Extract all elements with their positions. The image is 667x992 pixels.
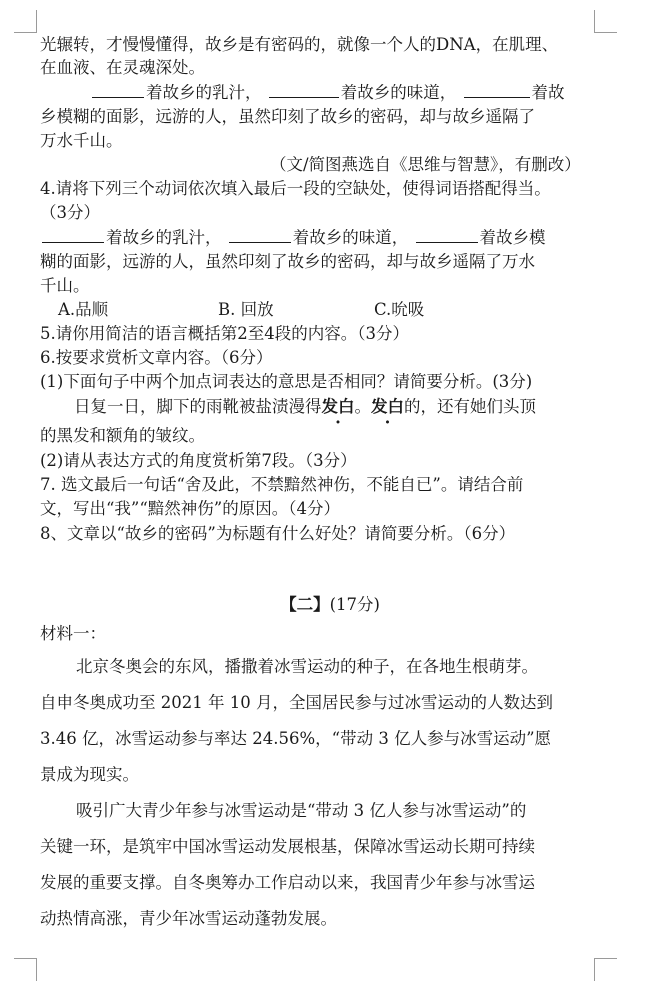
question-6-quote: 日复一日，脚下的雨靴被盐渍漫得发白。发白的，还有她们头顶 — [74, 397, 536, 416]
passage-line: 在血液、在灵魂深处。 — [40, 58, 205, 77]
blank — [42, 227, 104, 243]
blank — [464, 82, 530, 98]
material-paragraph-line: 自申冬奥成功至 2021 年 10 月，全国居民参与过冰雪运动的人数达到 — [40, 693, 553, 712]
material-paragraph-line: 发展的重要支撑。自冬奥筹办工作启动以来，我国青少年参与冰雪运 — [40, 873, 535, 892]
source-citation: （文/简图燕选自《思维与智慧》，有删改） — [270, 155, 581, 174]
question-4-sentence: 千山。 — [40, 276, 90, 295]
question-6-1: (1)下面句子中两个加点词表达的意思是否相同？请简要分析。(3分) — [40, 372, 533, 391]
final-paragraph-line: 着故乡的乳汁， 着故乡的味道， 着故 — [90, 82, 565, 104]
question-4-score: （3分） — [40, 203, 100, 222]
question-7-line2: 文，写出“我”“黯然神伤”的原因。（4分） — [40, 499, 340, 518]
option-a: A.品顺 — [58, 300, 109, 319]
final-paragraph-line: 乡模糊的面影，远游的人，虽然印刻了故乡的密码，却与故乡遥隔了 — [40, 107, 535, 126]
crop-mark-bottom-left — [14, 958, 37, 981]
blank — [229, 227, 291, 243]
material-label: 材料一： — [40, 624, 106, 643]
blank — [92, 82, 144, 98]
section-heading: 【二】(17分) — [280, 595, 380, 614]
question-4-sentence: 糊的面影，远游的人，虽然印刻了故乡的密码，却与故乡遥隔了万水 — [40, 252, 535, 271]
dotted-word: 发白 — [321, 397, 355, 416]
dotted-word: 发白 — [371, 397, 404, 416]
material-paragraph-line: 北京冬奥会的东风，播撒着冰雪运动的种子，在各地生根萌芽。 — [76, 657, 538, 676]
question-4-options — [58, 299, 424, 321]
material-paragraph-line: 动热情高涨，青少年冰雪运动蓬勃发展。 — [40, 909, 337, 928]
final-paragraph-line: 万水千山。 — [40, 131, 123, 150]
question-7: 7. 选文最后一句话“舍及此，不禁黯然神伤，不能自已”。请结合前 — [40, 475, 524, 494]
passage-line: 光辗转，才慢慢懂得，故乡是有密码的，就像一个人的DNA，在肌理、 — [40, 35, 559, 54]
option-b: B. 回放 — [218, 300, 274, 319]
material-paragraph-line: 吸引广大青少年参与冰雪运动是“带动 3 亿人参与冰雪运动”的 — [76, 801, 527, 820]
crop-mark-top-left — [14, 10, 37, 33]
question-4: 4.请将下列三个动词依次填入最后一段的空缺处，使得词语搭配得当。 — [40, 179, 551, 198]
question-6-quote-line2: 的黑发和额角的皱纹。 — [40, 426, 205, 445]
option-c: C.吮吸 — [374, 300, 425, 319]
question-5: 5.请你用简洁的语言概括第2至4段的内容。（3分） — [40, 324, 409, 343]
question-6-2: (2)请从表达方式的角度赏析第7段。（3分） — [40, 451, 357, 470]
material-paragraph-line: 景成为现实。 — [40, 765, 139, 784]
crop-mark-bottom-right — [594, 958, 617, 981]
crop-mark-top-right — [594, 10, 617, 33]
question-4-sentence: 着故乡的乳汁， 着故乡的味道， 着故乡模 — [40, 227, 546, 249]
question-6: 6.按要求赏析文章内容。（6分） — [40, 348, 273, 367]
question-8: 8、文章以“故乡的密码”为标题有什么好处？请简要分析。（6分） — [40, 524, 516, 543]
material-paragraph-line: 关键一环，是筑牢中国冰雪运动发展根基，保障冰雪运动长期可持续 — [40, 837, 535, 856]
material-paragraph-line: 3.46 亿，冰雪运动参与率达 24.56%，“带动 3 亿人参与冰雪运动”愿 — [40, 729, 552, 748]
blank — [269, 82, 339, 98]
blank — [416, 227, 478, 243]
